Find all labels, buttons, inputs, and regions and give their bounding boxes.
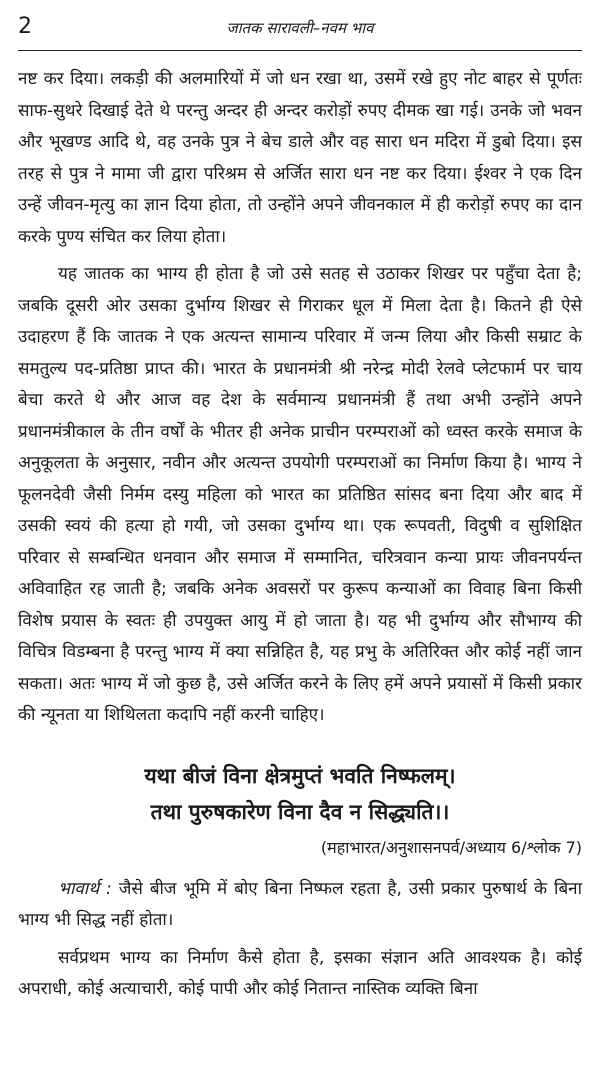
page-header — [18, 14, 582, 44]
paragraph-continued: नष्ट कर दिया। लकड़ी की अलमारियों में जो धन रखा था, उसमें रखे हुए नोट बाहर से पूर्णतः साफ-सुथरे दिखाई देते थे परन्तु अन्दर ही अन्दर करोड़ों रुपए दीमक खा गई। उनके जो भवन और भूखण्ड आदि थे, वह उनके पुत्र ने बेच डाले और वह सारा धन मदिरा में डुबो दिया। इस तरह से पुत्र ने मामा जी द्वारा परिश्रम से अर्जित सारा धन नष्ट कर दिया। ईश्वर ने एक दिन उन्हें जीवन-मृत्यु का ज्ञान दिया होता, तो उन्होंने अपने जीवनकाल में ही करोड़ों रुपए का दान करके पुण्य संचित कर लिया होता। — [18, 69, 582, 247]
page-body — [18, 64, 582, 1012]
bhavartha-paragraph — [18, 874, 582, 937]
verse-line-1: यथा बीजं विना क्षेत्रमुप्तं भवति निष्फलम्। — [144, 763, 456, 788]
paragraph-fortune: यह जातक का भाग्य ही होता है जो उसे सतह से उठाकर शिखर पर पहुँचा देता है; जबकि दूसरी ओर उसका दुर्भाग्य शिखर से गिराकर धूल में मिला देता है। कितने ही ऐसे उदाहरण हैं कि जातक ने एक अत्यन्त सामान्य परिवार में जन्म लिया और किसी सम्राट के समतुल्य पद-प्रतिष्ठा प्राप्त की। भारत के प्रधानमंत्री श्री नरेन्द्र मोदी रेलवे प्लेटफार्म पर चाय बेचा करते थे और आज वह देश के सर्वमान्य प्रधानमंत्री हैं तथा अभी उन्होंने अपने प्रधानमंत्रीकाल के तीन वर्षों के भीतर ही अनेक प्राचीन परम्पराओं को ध्वस्त करके समाज के अनुकूलता के अनुसार, नवीन और अत्यन्त उपयोगी परम्पराओं का निर्माण किया है। भाग्य ने फूलनदेवी जैसी निर्मम दस्यु महिला को भारत का प्रतिष्ठित सांसद बना दिया और बाद में उसकी स्वयं की हत्या हो गयी, जो उसका दुर्भाग्य था। एक रूपवती, विदुषी व सुशिक्षित परिवार से सम्बन्धित धनवान और समाज में सम्मानित, चरित्रवान कन्या प्रायः जीवनपर्यन्त अविवाहित रह जाती है; जबकि अनेक अवसरों पर कुरूप कन्याओं का विवाह बिना किसी विशेष प्रयास के स्वतः ही उपयुक्त आयु में हो जाता है। यह भी दुर्भाग्य और सौभाग्य की विचित्र विडम्बना है परन्तु भाग्य में क्या सन्निहित है, यह प्रभु के अतिरिक्त और कोई नहीं जान सकता। अतः भाग्य में जो कुछ है, उसे अर्जित करने के लिए हमें अपने प्रयासों में किसी प्रकार की न्यूनता या शिथिलता कदापि नहीं करनी चाहिए। — [18, 264, 582, 725]
header-divider — [18, 50, 582, 51]
page-number: 2 — [18, 14, 32, 39]
running-title: जातक सारावली–नवम भाव — [226, 19, 374, 37]
sanskrit-verse — [18, 758, 582, 830]
verse-citation: (महाभारत/अनुशासनपर्व/अध्याय 6/श्लोक 7) — [320, 837, 582, 857]
bhavartha-text: जैसे बीज भूमि में बोए बिना निष्फल रहता है, उसी प्रकार पुरुषार्थ के बिना भाग्य भी सिद्ध नहीं होता। — [18, 878, 582, 930]
verse-line-2: तथा पुरुषकारेण विना दैव न सिद्ध्यति।। — [150, 799, 450, 824]
closing-paragraph: सर्वप्रथम भाग्य का निर्माण कैसे होता है, इसका संज्ञान अति आवश्यक है। कोई अपराधी, कोई अत्याचारी, कोई पापी और कोई नितान्त नास्तिक व्यक्ति बिना — [18, 947, 582, 999]
bhavartha-label: भावार्थ : — [58, 878, 112, 899]
